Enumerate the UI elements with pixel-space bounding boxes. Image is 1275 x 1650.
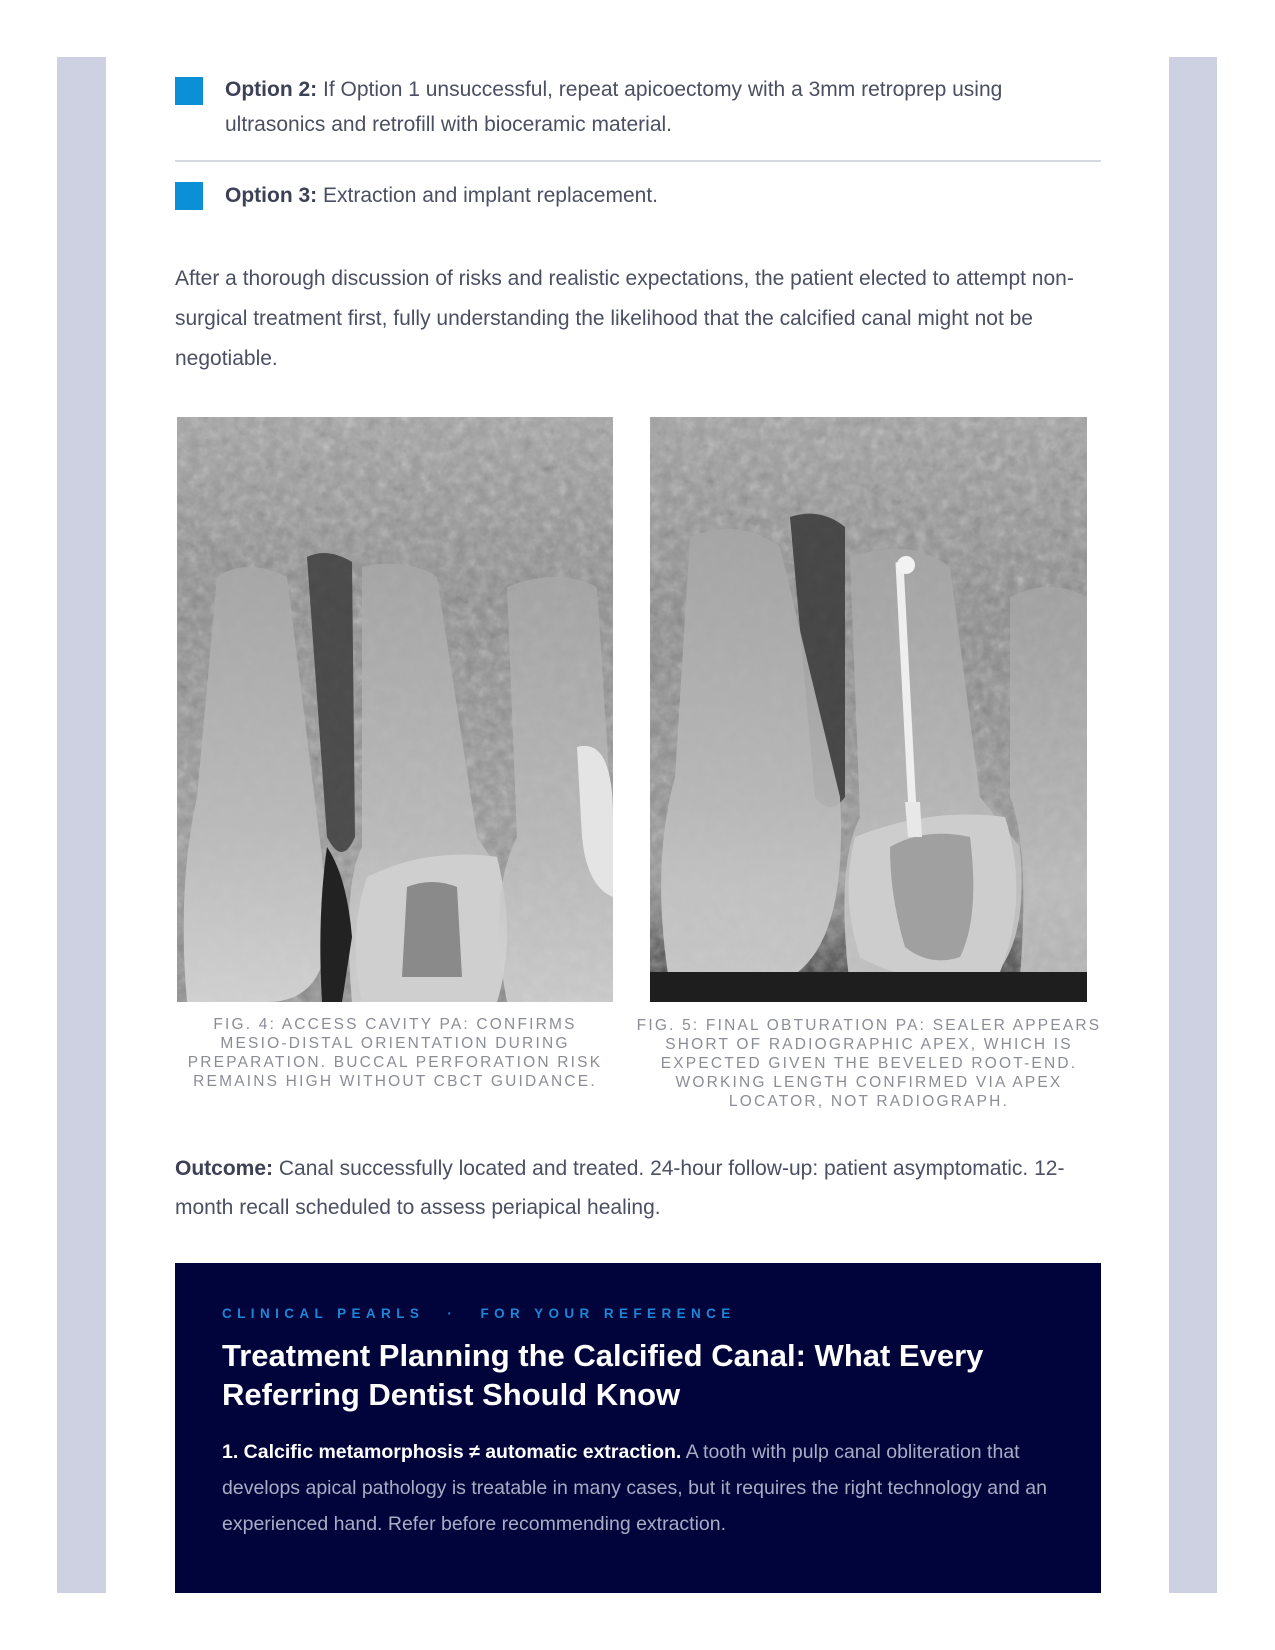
option-2-label: Option 2: <box>225 78 318 101</box>
radiograph-image-icon <box>177 417 613 1002</box>
figure-5-caption: FIG. 5: FINAL OBTURATION PA: SEALER APPEARS SHORT OF RADIOGRAPHIC APEX, WHICH IS EXPECTED GIVEN THE BEVELED ROOT-END. WORKING LENGTH CONFIRMED VIA APEX LOCATOR, NOT RADIOGRAPH. <box>636 1017 1102 1110</box>
option-bullet-icon <box>175 77 203 105</box>
option-3-text <box>225 178 1085 213</box>
pearls-kicker <box>222 1306 736 1321</box>
decision-paragraph: After a thorough discussion of risks and realistic expectations, the patient elected to attempt non-surgical treatment first, fully understanding the likelihood that the calcified canal might not be negotiable. <box>175 267 1074 370</box>
pearls-kicker-separator: · <box>447 1306 458 1321</box>
figure-4-caption: FIG. 4: ACCESS CAVITY PA: CONFIRMS MESIO-DISTAL ORIENTATION DURING PREPARATION. BUCCAL PERFORATION RISK REMAINS HIGH WITHOUT CBCT GUIDANCE. <box>187 1016 603 1090</box>
pearls-title: Treatment Planning the Calcified Canal: What Every Referring Dentist Should Know <box>222 1338 984 1412</box>
outcome-text: Canal successfully located and treated. 24-hour follow-up: patient asymptomatic. 12-month recall scheduled to assess periapical healing. <box>175 1157 1065 1219</box>
option-3-label: Option 3: <box>225 184 318 207</box>
clinical-pearls-box <box>175 1263 1101 1593</box>
outcome-label: Outcome: <box>175 1157 274 1180</box>
option-2-text <box>225 72 1085 142</box>
option-divider <box>175 160 1101 162</box>
option-2-body: If Option 1 unsuccessful, repeat apicoectomy with a 3mm retroprep using ultrasonics and retrofill with bioceramic material. <box>225 78 1003 136</box>
pearls-point-text: A tooth with pulp canal obliteration that develops apical pathology is treatable in many cases, but it requires the right technology and an experienced hand. Refer before recommending extraction. <box>222 1441 1047 1535</box>
option-3-body: Extraction and implant replacement. <box>323 184 659 207</box>
option-bullet-icon <box>175 182 203 210</box>
figure-5-radiograph <box>650 417 1087 1002</box>
radiograph-image-icon <box>650 417 1087 1002</box>
pearls-point-label: 1. Calcific metamorphosis ≠ automatic extraction. <box>222 1441 682 1463</box>
pearls-point-1 <box>222 1434 1052 1542</box>
outcome-paragraph <box>175 1149 1101 1227</box>
pearls-kicker-right: FOR YOUR REFERENCE <box>480 1306 736 1321</box>
figure-4-radiograph <box>177 417 613 1002</box>
pearls-kicker-left: CLINICAL PEARLS <box>222 1306 425 1321</box>
